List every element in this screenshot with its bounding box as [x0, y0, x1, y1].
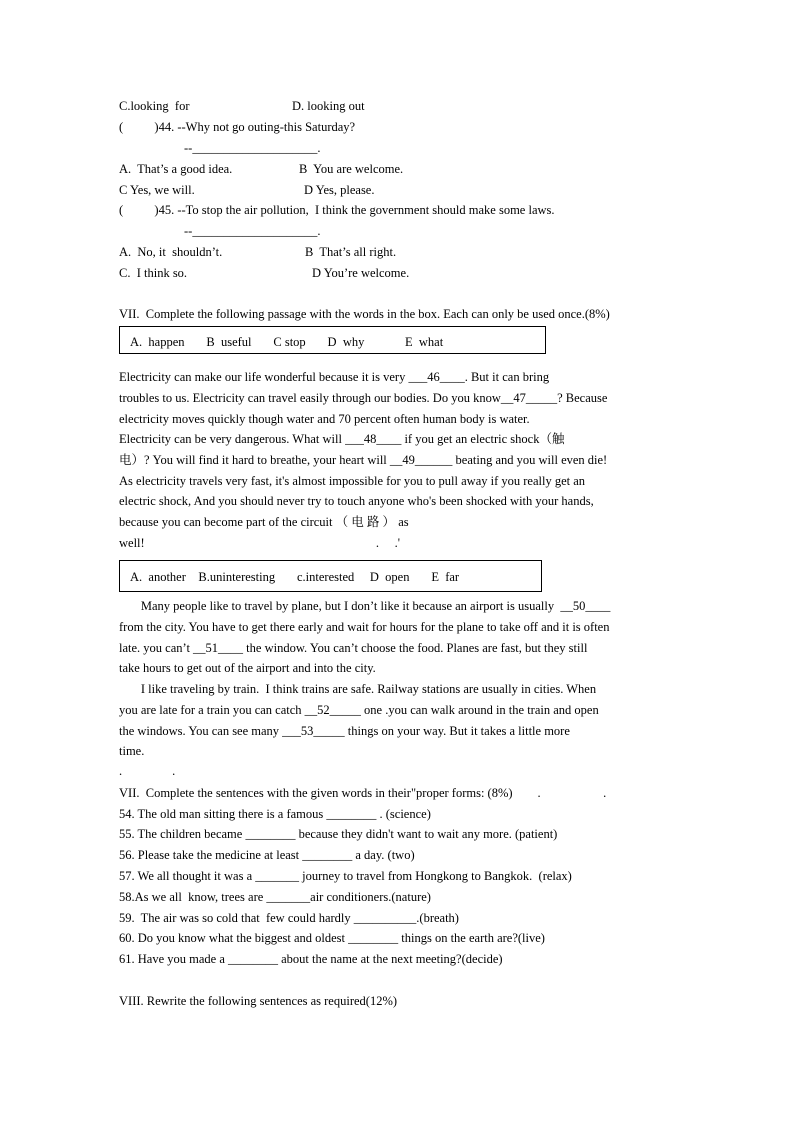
passage-line: take hours to get out of the airport and into the city.: [119, 661, 376, 676]
option-44-d: D Yes, please.: [304, 183, 375, 197]
passage-line: you are late for a train you can catch __52_____ one .you can walk around in the train and open: [119, 702, 599, 717]
passage-line: well! . .': [119, 535, 401, 550]
option-44-a: A. That’s a good idea.: [119, 162, 233, 176]
answer-blank-44: --____________________.: [184, 141, 321, 155]
word: circuit: [300, 515, 333, 530]
passage-line: Many people like to travel by plane, but I don’t like it because an airport is usually __50____: [119, 599, 611, 613]
word: because: [119, 515, 159, 530]
sentence-58: 58.As we all know, trees are _______air conditioners.(nature): [119, 890, 431, 904]
word: the: [282, 515, 298, 530]
option-44-b: B You are welcome.: [299, 162, 404, 176]
passage-paragraph-1: [119, 367, 674, 429]
passage-line: the windows. You can see many ___53_____ things on your way. But it takes a little more: [119, 723, 570, 738]
word: 电: [351, 515, 364, 530]
option-45-c: C. I think so.: [119, 266, 188, 280]
section-7b-heading: VII. Complete the sentences with the given words in their"proper forms: (8%) . .: [119, 786, 607, 800]
passage-line: electricity moves quickly though water and 70 percent often human body is water.: [119, 411, 530, 426]
question-45: ( )45. --To stop the air pollution, I think the government should make some laws.: [119, 203, 555, 217]
answer-blank-45: --____________________.: [184, 224, 321, 238]
option-45-d: D You’re welcome.: [312, 266, 410, 280]
word-box-1: A. happen B useful C stop D why E what: [119, 326, 546, 354]
passage-line: electric shock, And you should never try to touch anyone who's been shocked with your hands,: [119, 494, 594, 509]
sentence-56: 56. Please take the medicine at least ________ a day. (two): [119, 848, 415, 862]
passage-paragraph-3: [119, 596, 674, 679]
word: ）: [382, 515, 396, 530]
sentence-54: 54. The old man sitting there is a famous ________ . (science): [119, 807, 431, 821]
word: become: [204, 515, 243, 530]
word: can: [183, 515, 201, 530]
option-44-c: C Yes, we will.: [119, 183, 195, 197]
sentence-57: 57. We all thought it was a _______ journey to travel from Hongkong to Bangkok. (relax): [119, 869, 572, 883]
justified-line: [119, 512, 674, 533]
sentence-61: 61. Have you made a ________ about the name at the next meeting?(decide): [119, 952, 503, 966]
word-box-2: A. another B.uninteresting c.interested D open E far: [119, 560, 542, 592]
option-45-a: A. No, it shouldn’t.: [119, 245, 223, 259]
passage-line: Electricity can make our life wonderful because it is very ___46____. But it can bring: [119, 370, 550, 384]
passage-paragraph-2: [119, 429, 674, 554]
sentence-60: 60. Do you know what the biggest and oldest ________ things on the earth are?(live): [119, 931, 545, 945]
word: 路: [366, 515, 380, 530]
word: you: [161, 515, 181, 530]
section-8-heading: VIII. Rewrite the following sentences as required(12%): [119, 994, 398, 1008]
passage-line: I like traveling by train. I think trains are safe. Railway stations are usually in cities. When: [119, 682, 597, 696]
word: of: [268, 515, 280, 530]
question-44: ( )44. --Why not go outing-this Saturday?: [119, 120, 356, 134]
passage-line: troubles to us. Electricity can travel easily through our bodies. Do you know__47_____? Because: [119, 390, 608, 405]
passage-paragraph-4: [119, 679, 674, 762]
passage-line: 电）? You will find it hard to breathe, your heart will __49______ beating and you will even die!: [119, 452, 608, 467]
stray-marks: . .: [119, 764, 176, 778]
passage-line: Electricity can be very dangerous. What will ___48____ if you get an electric shock（触: [119, 432, 565, 446]
passage-line: As electricity travels very fast, it's almost impossible for you to pull away if you really get an: [119, 473, 586, 488]
option-43-c: C.looking for: [119, 99, 190, 113]
section-7a-heading: VII. Complete the following passage with the words in the box. Each can only be used once.(8%): [119, 307, 610, 321]
sentence-59: 59. The air was so cold that few could hardly __________.(breath): [119, 911, 459, 925]
word: （: [335, 515, 349, 530]
option-43-d: D. looking out: [292, 99, 365, 113]
word: as: [398, 515, 409, 530]
passage-line: time.: [119, 744, 145, 759]
passage-line: late. you can’t __51____ the window. You can’t choose the food. Planes are fast, but they still: [119, 640, 588, 655]
passage-line: from the city. You have to get there early and wait for hours for the plane to take off and it is often: [119, 619, 610, 634]
word: part: [246, 515, 266, 530]
option-45-b: B That’s all right.: [305, 245, 397, 259]
sentence-55: 55. The children became ________ because they didn't want to wait any more. (patient): [119, 827, 558, 841]
